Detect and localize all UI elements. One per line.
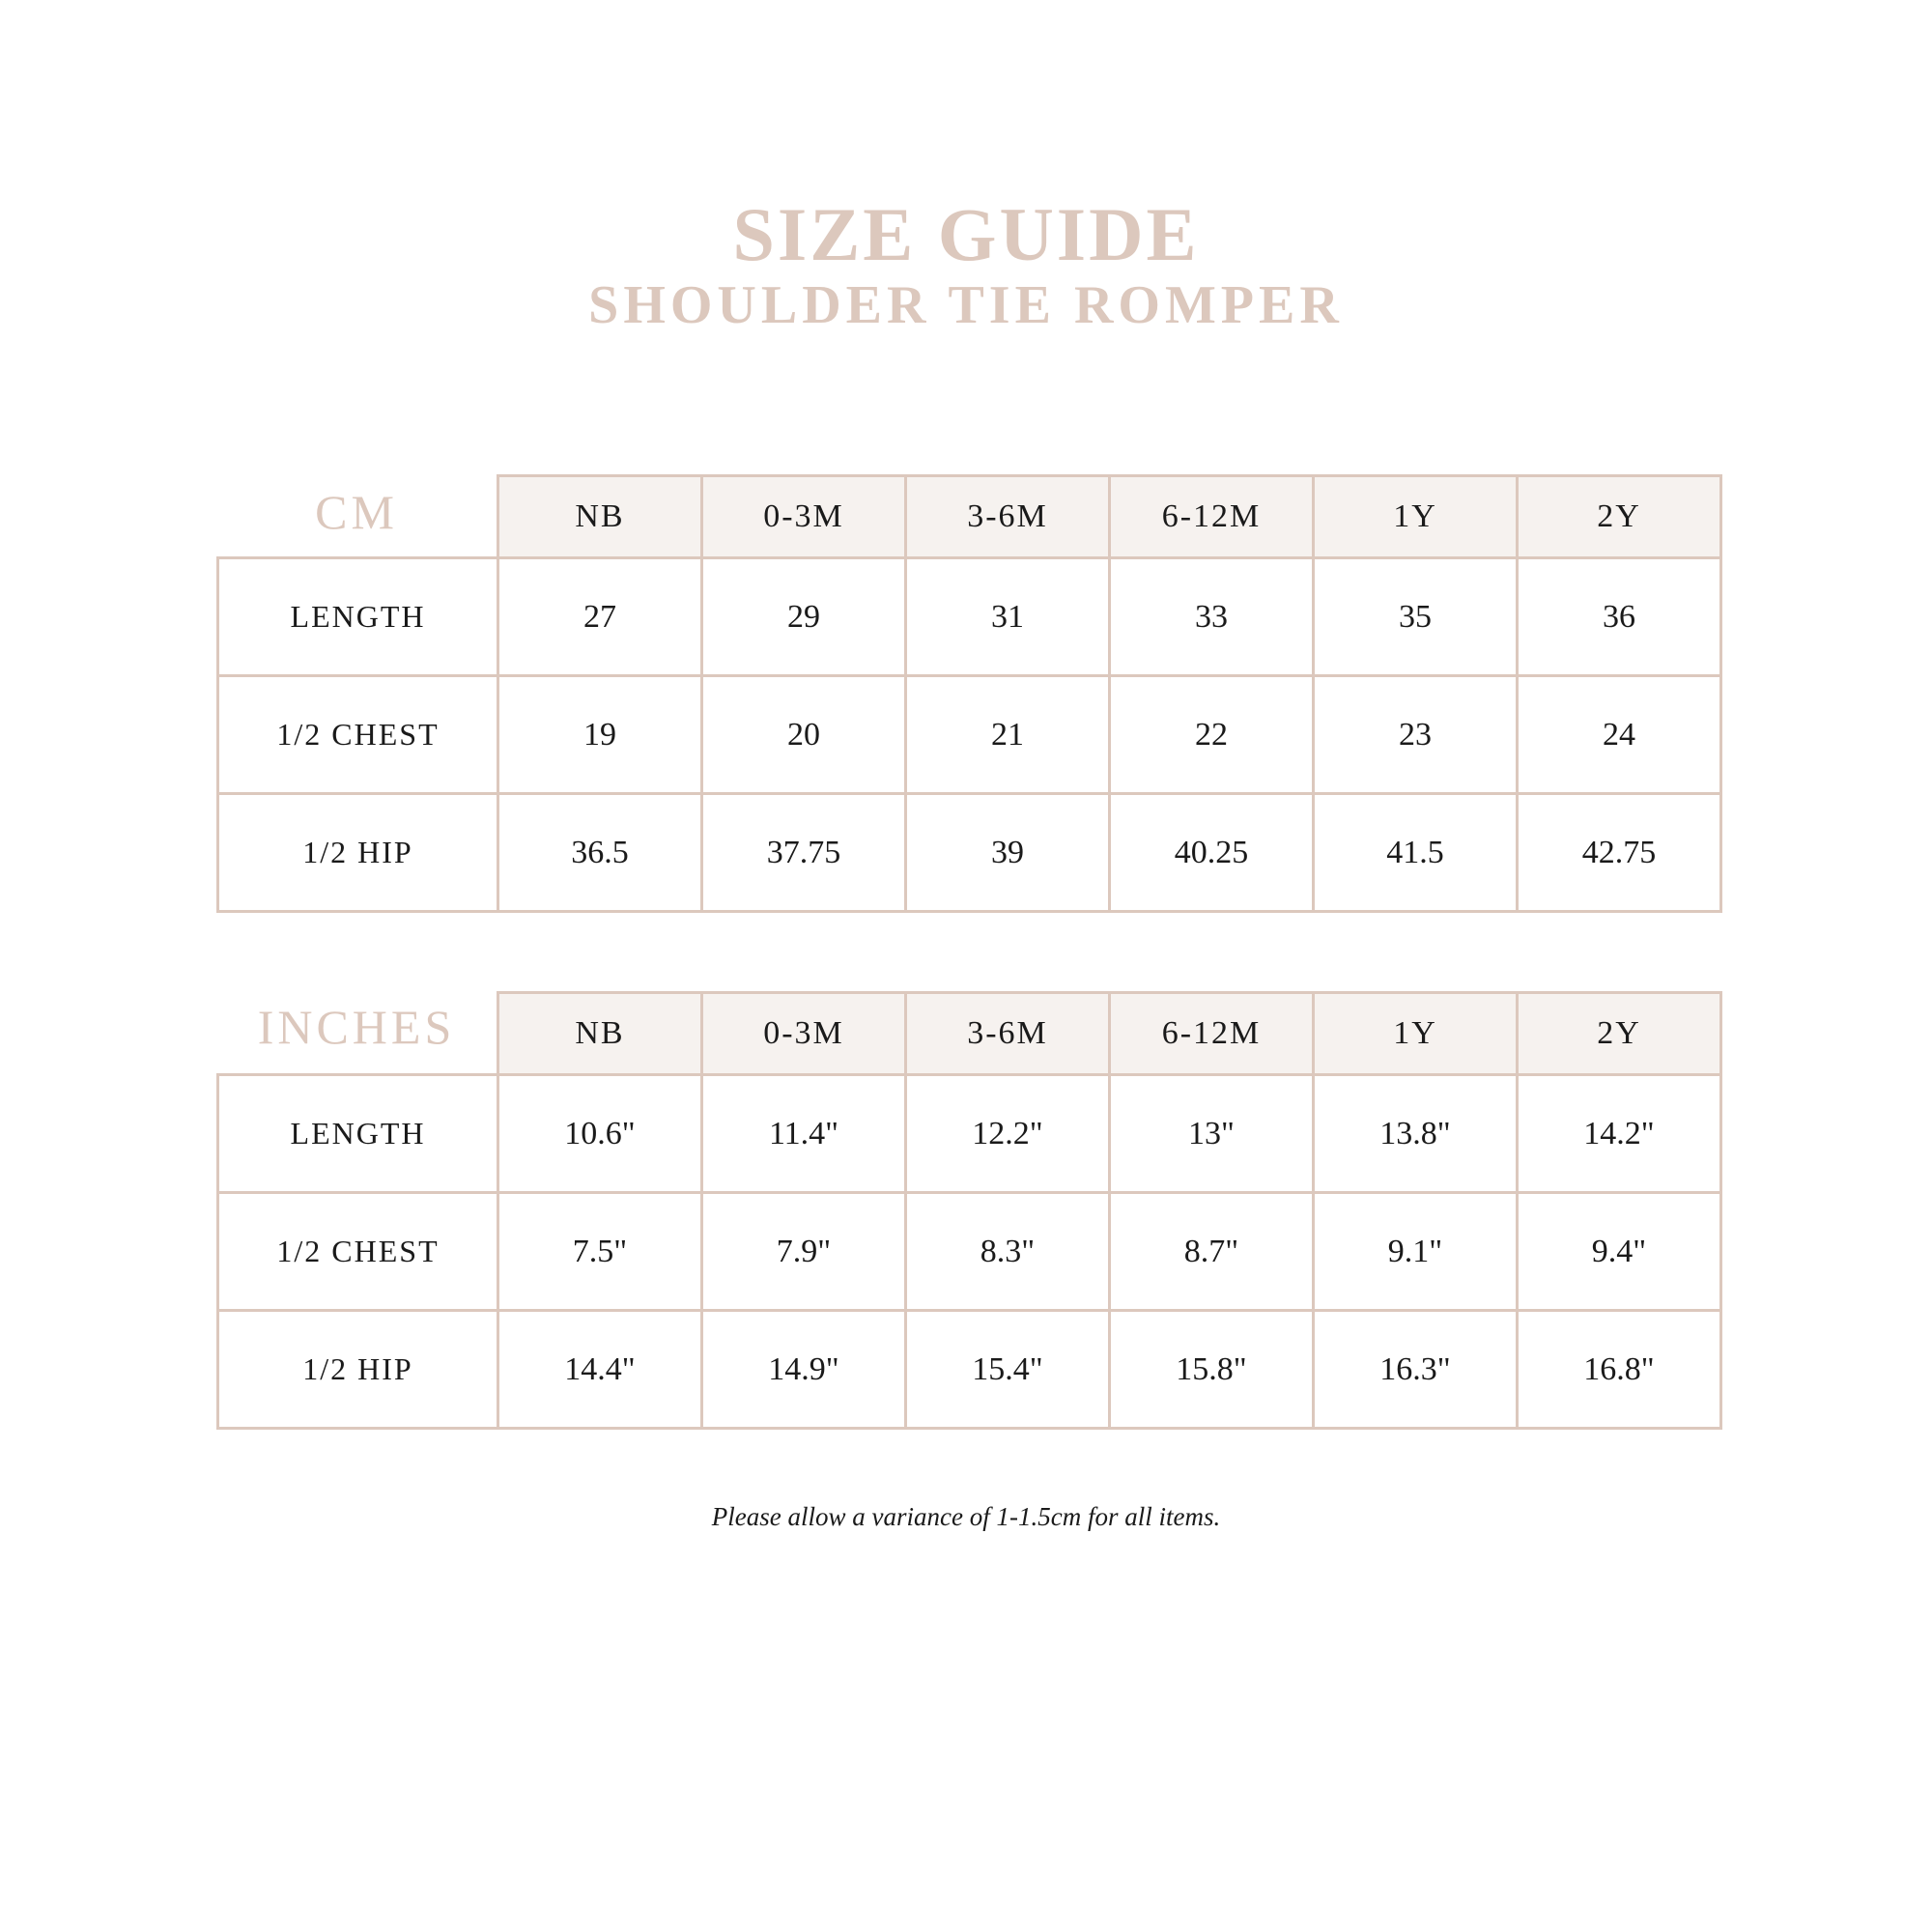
table-cell: 13": [1110, 1075, 1314, 1193]
table-cell: 40.25: [1110, 794, 1314, 912]
unit-label-cm: CM: [315, 485, 398, 539]
table-cell: 27: [498, 558, 702, 676]
product-name: SHOULDER TIE ROMPER: [588, 275, 1344, 335]
size-header-nb: NB: [498, 993, 702, 1075]
table-cell: 22: [1110, 676, 1314, 794]
table-cell: 19: [498, 676, 702, 794]
table-row: [218, 676, 1721, 794]
table-cell: 39: [906, 794, 1110, 912]
size-header-2y: 2Y: [1518, 476, 1721, 558]
row-label-hip: 1/2 HIP: [218, 794, 498, 912]
size-header-6-12m: 6-12M: [1110, 476, 1314, 558]
unit-label-inches: INCHES: [257, 1000, 456, 1054]
size-header-3-6m: 3-6M: [906, 476, 1110, 558]
table-cell: 42.75: [1518, 794, 1721, 912]
table-row: [218, 558, 1721, 676]
table-cell: 31: [906, 558, 1110, 676]
variance-note: Please allow a variance of 1-1.5cm for all items.: [711, 1502, 1221, 1531]
table-cell: 41.5: [1314, 794, 1518, 912]
table-cell: 9.4": [1518, 1193, 1721, 1311]
table-header-row: [218, 476, 1721, 558]
size-header-0-3m: 0-3M: [702, 993, 906, 1075]
size-header-nb: NB: [498, 476, 702, 558]
table-cell: 16.8": [1518, 1311, 1721, 1429]
table-cell: 36: [1518, 558, 1721, 676]
table-cell: 13.8": [1314, 1075, 1518, 1193]
table-cell: 33: [1110, 558, 1314, 676]
table-row: [218, 1311, 1721, 1429]
row-label-hip: 1/2 HIP: [218, 1311, 498, 1429]
size-header-3-6m: 3-6M: [906, 993, 1110, 1075]
table-cell: 14.9": [702, 1311, 906, 1429]
table-cell: 7.5": [498, 1193, 702, 1311]
row-label-chest: 1/2 CHEST: [218, 1193, 498, 1311]
size-header-1y: 1Y: [1314, 993, 1518, 1075]
size-header-6-12m: 6-12M: [1110, 993, 1314, 1075]
table-corner: [218, 993, 498, 1075]
table-cell: 24: [1518, 676, 1721, 794]
table-cell: 35: [1314, 558, 1518, 676]
table-cell: 8.3": [906, 1193, 1110, 1311]
size-table-cm: [216, 474, 1722, 913]
table-cell: 8.7": [1110, 1193, 1314, 1311]
table-cell: 10.6": [498, 1075, 702, 1193]
table-cell: 12.2": [906, 1075, 1110, 1193]
row-label-chest: 1/2 CHEST: [218, 676, 498, 794]
table-cell: 36.5: [498, 794, 702, 912]
table-cell: 9.1": [1314, 1193, 1518, 1311]
size-table-inches: [216, 991, 1722, 1430]
page-title: SIZE GUIDE: [732, 192, 1200, 276]
table-cell: 15.4": [906, 1311, 1110, 1429]
table-cell: 23: [1314, 676, 1518, 794]
table-cell: 14.4": [498, 1311, 702, 1429]
table-cell: 16.3": [1314, 1311, 1518, 1429]
table-cell: 29: [702, 558, 906, 676]
table-cell: 14.2": [1518, 1075, 1721, 1193]
size-header-0-3m: 0-3M: [702, 476, 906, 558]
row-label-length: LENGTH: [218, 558, 498, 676]
table-corner: [218, 476, 498, 558]
table-cell: 11.4": [702, 1075, 906, 1193]
table-cell: 7.9": [702, 1193, 906, 1311]
row-label-length: LENGTH: [218, 1075, 498, 1193]
table-row: [218, 794, 1721, 912]
table-row: [218, 1075, 1721, 1193]
table-cell: 20: [702, 676, 906, 794]
table-row: [218, 1193, 1721, 1311]
size-header-2y: 2Y: [1518, 993, 1721, 1075]
table-header-row: [218, 993, 1721, 1075]
size-header-1y: 1Y: [1314, 476, 1518, 558]
table-cell: 15.8": [1110, 1311, 1314, 1429]
table-cell: 21: [906, 676, 1110, 794]
table-cell: 37.75: [702, 794, 906, 912]
